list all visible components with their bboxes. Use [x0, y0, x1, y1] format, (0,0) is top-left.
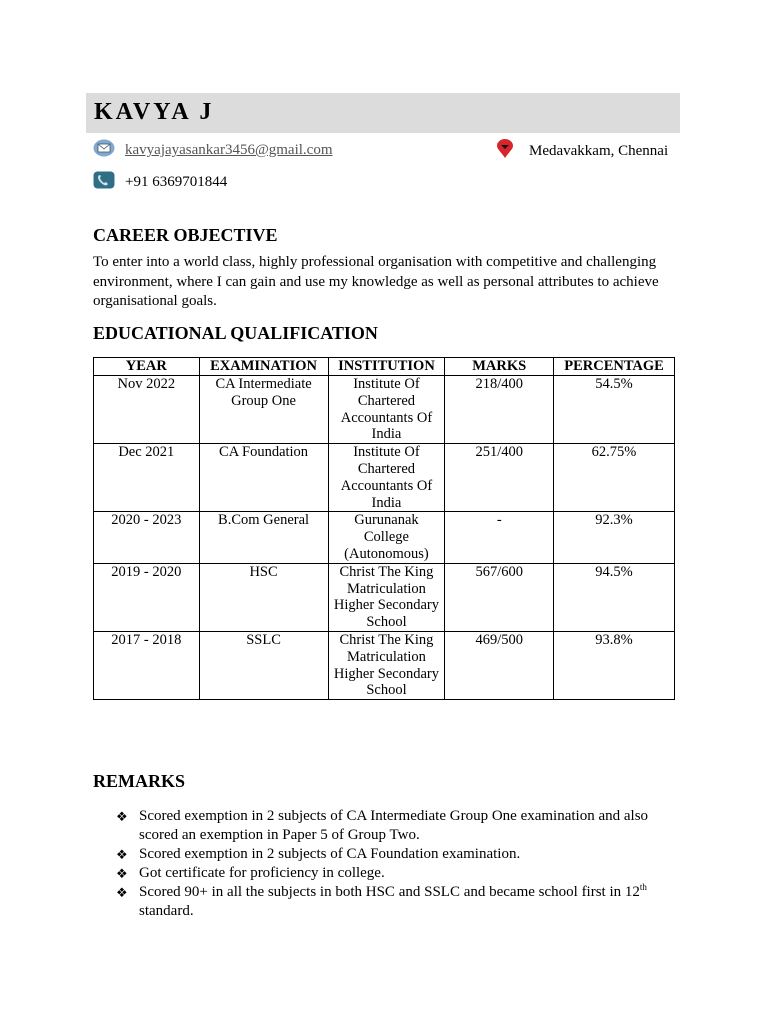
cell-year: 2017 - 2018: [94, 631, 200, 699]
email-contact: [93, 139, 333, 162]
table-row: [94, 512, 675, 563]
name-banner: [86, 93, 680, 133]
remark-text-part: standard.: [139, 903, 194, 919]
cell-year: 2020 - 2023: [94, 512, 200, 563]
cell-marks: 251/400: [445, 444, 554, 512]
cell-marks: 218/400: [445, 376, 554, 444]
diamond-bullet-icon: ❖: [116, 866, 128, 881]
list-item: [116, 864, 676, 883]
table-row: [94, 631, 675, 699]
cell-percentage: 94.5%: [554, 563, 675, 631]
cell-year: Nov 2022: [94, 376, 200, 444]
map-pin-icon: [495, 139, 515, 164]
list-item: [116, 883, 676, 921]
education-table: [93, 357, 675, 700]
list-item: [116, 845, 676, 864]
cell-institution: Gurunanak College (Autonomous): [328, 512, 445, 563]
list-item: [116, 807, 676, 845]
cell-institution: Christ The King Matriculation Higher Secondary School: [328, 631, 445, 699]
cell-examination: B.Com General: [199, 512, 328, 563]
table-row: [94, 563, 675, 631]
cell-institution: Christ The King Matriculation Higher Secondary School: [328, 563, 445, 631]
col-header: MARKS: [445, 358, 554, 376]
remarks-list: [116, 807, 676, 921]
career-objective-text: To enter into a world class, highly professional organisation with competitive and challenging environment, where I can gain and use my knowledge as well as personal attributes to achieve organisational goals.: [93, 254, 659, 309]
col-header: YEAR: [94, 358, 200, 376]
cell-institution: Institute Of Chartered Accountants Of India: [328, 444, 445, 512]
cell-examination: CA Intermediate Group One: [199, 376, 328, 444]
remark-text-part: Scored 90+ in all the subjects in both HSC and SSLC and became school first in 12: [139, 884, 640, 900]
cell-percentage: 62.75%: [554, 444, 675, 512]
cell-institution: Institute Of Chartered Accountants Of India: [328, 376, 445, 444]
diamond-bullet-icon: ❖: [116, 809, 128, 824]
cell-examination: HSC: [199, 563, 328, 631]
cell-marks: -: [445, 512, 554, 563]
cell-year: Dec 2021: [94, 444, 200, 512]
cell-percentage: 93.8%: [554, 631, 675, 699]
table-row: [94, 376, 675, 444]
remark-text: Scored exemption in 2 subjects of CA Foundation examination.: [139, 846, 521, 862]
remark-text: Scored exemption in 2 subjects of CA Intermediate Group One examination and also scored an exemption in Paper 5 of Group Two.: [139, 808, 649, 843]
cell-examination: SSLC: [199, 631, 328, 699]
table-header-row: [94, 358, 675, 376]
candidate-name: KAVYA J: [94, 99, 215, 125]
remark-text: Got certificate for proficiency in college.: [139, 865, 385, 881]
remark-text: [139, 884, 647, 919]
envelope-icon: [93, 139, 115, 162]
cell-marks: 567/600: [445, 563, 554, 631]
col-header: INSTITUTION: [328, 358, 445, 376]
career-objective-heading: CAREER OBJECTIVE: [93, 225, 278, 245]
cell-percentage: 92.3%: [554, 512, 675, 563]
education-heading: EDUCATIONAL QUALIFICATION: [93, 323, 378, 343]
superscript: th: [639, 882, 647, 892]
location-contact: [495, 139, 668, 164]
email-link[interactable]: kavyajayasankar3456@gmail.com: [125, 142, 333, 158]
table-row: [94, 444, 675, 512]
diamond-bullet-icon: ❖: [116, 885, 128, 900]
phone-icon: [93, 171, 115, 194]
cell-percentage: 54.5%: [554, 376, 675, 444]
phone-text: +91 6369701844: [125, 174, 228, 190]
col-header: PERCENTAGE: [554, 358, 675, 376]
cell-marks: 469/500: [445, 631, 554, 699]
diamond-bullet-icon: ❖: [116, 847, 128, 862]
location-text: Medavakkam, Chennai: [529, 143, 669, 159]
col-header: EXAMINATION: [199, 358, 328, 376]
remarks-heading: REMARKS: [93, 771, 186, 791]
cell-year: 2019 - 2020: [94, 563, 200, 631]
phone-contact: [93, 171, 227, 194]
cell-examination: CA Foundation: [199, 444, 328, 512]
